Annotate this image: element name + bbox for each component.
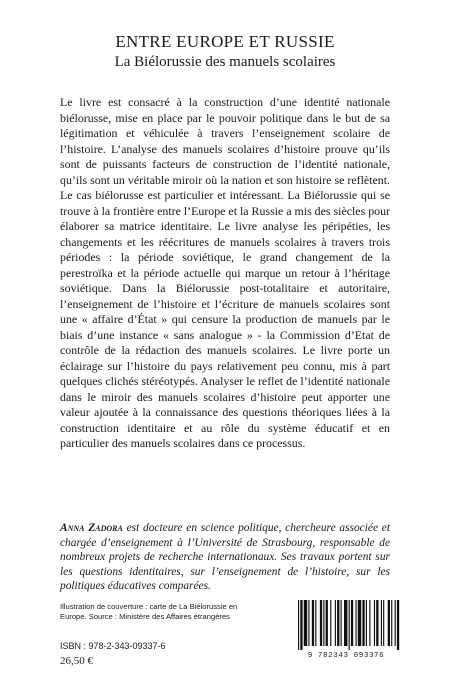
barcode-bar	[320, 600, 322, 646]
barcode	[290, 598, 402, 660]
book-subtitle: La Biélorussie des manuels scolaires	[114, 54, 336, 70]
barcode-bar	[344, 600, 347, 646]
barcode-bar	[395, 600, 396, 646]
barcode-bar	[391, 600, 392, 646]
barcode-bar	[315, 600, 316, 646]
barcode-bar	[388, 600, 390, 646]
barcode-bar	[397, 600, 399, 650]
barcode-bar	[351, 600, 353, 646]
header	[0, 0, 450, 72]
barcode-bar	[374, 600, 375, 646]
barcode-bar	[330, 600, 331, 646]
book-description: Le livre est consacré à la construction d’une identité nationale biélorusse, mise en place par le pouvoir politique dans le but de sa légitimation et véhiculée à travers l’enseignement scolaire de l’histoire. L’analyse des manuels scolaires d’histoire prouve qu’ils sont de puissants facteurs de construction de l’identité nationale, qu’ils sont un véritable miroir où la nation et son histoire se reflètent. Le cas biélorusse est particulier et intéressant. La Biélorussie qui se trouve à la frontière entre l’Europe et la Russie a mis des siècles pour élaborer sa matrice identitaire. Le livre analyse les péripéties, les changements et les réécritures de manuels scolaires à travers trois périodes : la période soviétique, le grand changement de la perestroïka et la période actuelle qui marque un retour à l’héritage soviétique. Dans la Biélorussie post-totalitaire et autoritaire, l’enseignement de l’histoire et l’écriture de manuels scolaires sont une « affaire d’État » qui censure la production de manuels par le biais d’une instance « sans analogue » - la Commission d’Etat de contrôle de la rédaction des manuels scolaires. Le livre porte un éclairage sur l’histoire du pays relativement peu connu, mis à part quelques clichés stéréotypés. Analyser le reflet de l’identité nationale dans le miroir des manuels scolaires d’histoire peut apporter une valeur ajoutée à la connaissance des questions théoriques liées à la construction identitaire et au rôle du système éducatif et en particulier des manuels scolaires dans ce processus.	[60, 95, 390, 450]
barcode-digits: 9 782343 093376	[307, 652, 385, 660]
barcode-bar	[335, 600, 336, 646]
author-name: Anna Zadora	[60, 522, 123, 534]
barcode-bar	[312, 600, 314, 646]
barcode-bar	[308, 600, 309, 646]
barcode-bar	[341, 600, 342, 646]
barcode-bar	[349, 600, 350, 650]
barcode-bar	[323, 600, 324, 646]
price: 26,50 €	[60, 655, 93, 667]
book-title: ENTRE EUROPE ET RUSSIE	[115, 32, 335, 51]
barcode-bar	[366, 600, 367, 646]
barcode-bars-icon	[290, 598, 402, 652]
barcode-bar	[362, 600, 364, 646]
barcode-bar	[381, 600, 382, 646]
credit-line-2: Europe. Source : Ministère des Affaires étrangères	[60, 612, 230, 621]
author-bio-text: est docteure en science politique, chercheure associée et chargée d’enseignement à l’Université de Strasbourg, responsable de nombreux projets de recherche internationaux. Ses travaux portent sur les questions identitaires, sur l’enseignement de l’histoire, sur les politiques éducatives comparées.	[60, 522, 391, 593]
barcode-bar	[383, 600, 384, 646]
barcode-bar	[376, 600, 378, 646]
barcode-bar	[356, 600, 357, 646]
barcode-bar	[337, 600, 339, 646]
barcode-bar	[298, 600, 299, 650]
credit-line-1: Illustration de couverture : carte de La Biélorussie en	[60, 602, 238, 611]
barcode-bar	[304, 600, 307, 646]
author-bio	[60, 521, 390, 594]
barcode-bar	[369, 600, 370, 646]
isbn: ISBN : 978-2-343-09337-6	[60, 641, 166, 651]
barcode-bar	[358, 600, 361, 646]
barcode-bar	[300, 600, 302, 650]
barcode-bar	[326, 600, 328, 646]
cover-illustration-credit	[60, 602, 260, 622]
